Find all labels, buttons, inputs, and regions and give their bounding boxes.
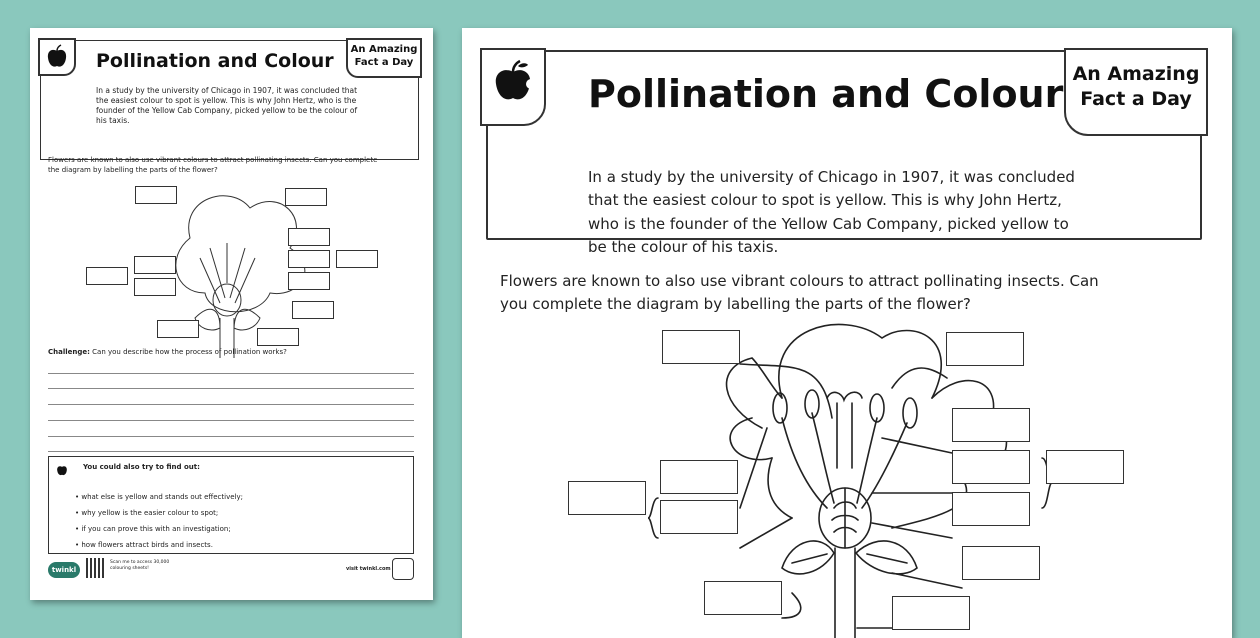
thumb-label-box[interactable] xyxy=(288,228,330,246)
label-box[interactable] xyxy=(568,481,646,515)
label-box[interactable] xyxy=(952,408,1030,442)
apple-icon xyxy=(40,40,74,74)
style xyxy=(837,403,852,468)
thumb-fact-badge xyxy=(346,38,422,78)
stamen xyxy=(812,413,834,503)
thumb-challenge-label: Challenge: xyxy=(48,348,90,356)
thumb-fact-badge-line1: An Amazing xyxy=(350,44,418,55)
label-box[interactable] xyxy=(660,460,738,494)
thumb-label-box[interactable] xyxy=(336,250,378,268)
thumb-fact-badge-line2: Fact a Day xyxy=(354,57,414,68)
question-text: Flowers are known to also use vibrant colours to attract pollinating insects. Can you complete the diagram by labelling the parts of the flower? xyxy=(500,272,1099,314)
thumb-find-out-box xyxy=(48,456,414,554)
label-box[interactable] xyxy=(662,330,740,364)
thumb-find-out-item: • how flowers attract birds and insects. xyxy=(75,541,213,549)
thumb-label-box[interactable] xyxy=(288,272,330,290)
thumb-url[interactable]: visit twinkl.com xyxy=(346,566,391,572)
petal-outline xyxy=(730,418,772,460)
label-box[interactable] xyxy=(946,332,1024,366)
header xyxy=(482,50,1204,256)
thumb-title: Pollination and Colour xyxy=(96,50,334,72)
fact-badge-line2: Fact a Day xyxy=(1080,87,1192,110)
thumb-find-out-item: • if you can prove this with an investigation; xyxy=(75,525,231,533)
worksheet-thumbnail xyxy=(30,28,433,600)
intro-text: In a study by the university of Chicago in 1907, it was concluded that the easiest colour to spot is yellow. This is why John Hertz, who is the founder of the Yellow Cab Company, picked yellow to be the colour of his taxis. xyxy=(588,168,1075,256)
fact-badge xyxy=(1064,48,1208,136)
thumb-label-box[interactable] xyxy=(157,320,199,338)
twinkl-logo-icon[interactable]: twinkl xyxy=(48,562,80,578)
thumb-label-box[interactable] xyxy=(86,267,128,285)
thumb-writing-line[interactable] xyxy=(48,373,414,374)
label-box[interactable] xyxy=(962,546,1040,580)
label-box[interactable] xyxy=(660,500,738,534)
thumb-scan-text: Scan me to access 30,000 colouring sheets! xyxy=(110,560,170,571)
thumb-find-out-item: • what else is yellow and stands out effectively; xyxy=(75,493,243,501)
thumb-writing-line[interactable] xyxy=(48,436,414,437)
thumb-label-box[interactable] xyxy=(285,188,327,206)
apple-icon xyxy=(53,461,71,479)
label-box[interactable] xyxy=(1046,450,1124,484)
sepal xyxy=(782,541,834,574)
label-box[interactable] xyxy=(952,492,1030,526)
thumb-label-box[interactable] xyxy=(134,256,176,274)
thumb-challenge-text: Can you describe how the process of pollination works? xyxy=(92,348,287,356)
thumb-writing-line[interactable] xyxy=(48,404,414,405)
apple-icon xyxy=(482,50,544,124)
thumb-label-box[interactable] xyxy=(135,186,177,204)
sepal xyxy=(856,541,917,574)
apple-badge xyxy=(480,48,546,126)
thumb-question: Flowers are known to also use vibrant colours to attract pollinating insects. Can you complete the diagram by labelling the parts of the flower? xyxy=(48,156,378,174)
petal-outline xyxy=(779,325,941,399)
page-title: Pollination and Colour xyxy=(588,72,1064,116)
petal-outline xyxy=(727,358,782,428)
label-box[interactable] xyxy=(952,450,1030,484)
thumb-label-box[interactable] xyxy=(292,301,334,319)
thumb-challenge xyxy=(48,348,398,356)
thumb-find-out-title: You could also try to find out: xyxy=(83,463,200,471)
stamen xyxy=(862,423,907,508)
thumb-label-box[interactable] xyxy=(288,250,330,268)
thumb-intro-text: In a study by the university of Chicago in 1907, it was concluded that the easiest colour to spot is yellow. This is why John Hertz, who is the founder of the Yellow Cab Company, picked yellow to be the colour of his taxis. xyxy=(96,86,358,126)
stem xyxy=(835,548,855,638)
thumb-label-box[interactable] xyxy=(257,328,299,346)
qr-code-icon[interactable] xyxy=(86,558,106,578)
label-box[interactable] xyxy=(704,581,782,615)
fact-badge-line1: An Amazing xyxy=(1072,63,1200,85)
label-box[interactable] xyxy=(892,596,970,630)
worksheet-main xyxy=(462,28,1232,638)
thumb-writing-line[interactable] xyxy=(48,451,414,452)
thumb-find-out-item: • why yellow is the easier colour to spot; xyxy=(75,509,219,517)
stamen xyxy=(782,418,827,508)
thumb-apple-badge xyxy=(38,38,76,76)
twinkl-badge-icon xyxy=(392,558,414,580)
thumb-writing-line[interactable] xyxy=(48,388,414,389)
thumb-writing-line[interactable] xyxy=(48,420,414,421)
thumb-label-box[interactable] xyxy=(134,278,176,296)
